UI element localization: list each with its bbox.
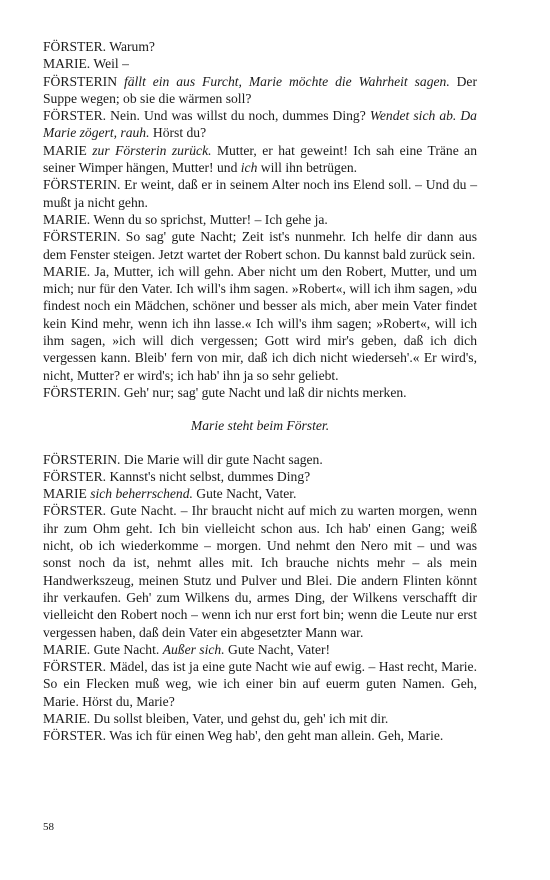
speech-text: Gute Nacht, Vater. xyxy=(192,486,297,502)
dialogue-line xyxy=(43,73,477,108)
dialogue-line xyxy=(43,211,477,228)
speech-text: FÖRSTERIN xyxy=(43,73,124,89)
dialogue-line xyxy=(43,468,477,485)
speech-text: FÖRSTER. Kannst's nicht selbst, dummes Ding? xyxy=(43,468,311,484)
dialogue-line xyxy=(43,263,477,384)
speech-text: FÖRSTERIN. Die Marie will dir gute Nacht sagen. xyxy=(43,451,323,467)
page-number: 58 xyxy=(43,821,54,833)
speech-text: FÖRSTER. Nein. Und was willst du noch, dummes Ding? xyxy=(43,108,370,124)
speech-text: Gute Nacht, Vater! xyxy=(224,641,331,657)
dialogue-line xyxy=(43,384,477,401)
stage-note-text: ich xyxy=(240,160,258,176)
stage-note-text: Außer sich. xyxy=(162,641,225,657)
speech-text: MARIE. Weil – xyxy=(43,56,129,72)
dialogue-line xyxy=(43,142,477,177)
speech-text: MARIE. Ja, Mutter, ich will gehn. Aber nicht um den Robert, Mutter, und um mich; nur für den Vater. Ich will's ihm sagen. »Robert«, will ich ihm sagen, »du findest noch ein Mädchen, schöner und besser als mich, aber mein Vater findet kein Kind mehr, wenn ich ihn lasse.« Ich will's ihm sagen; »Robert«, will ich ihm sagen, »ich will dich vergessen; Gott wird mir's geben, daß ich dich vergessen kann. Bleib' fern von mir, daß ich dich nicht wiederseh'.« Er wird's, nicht, Mutter? er wird's; ich hab' ihn ja so sehr geliebt. xyxy=(43,263,477,383)
speech-text: MARIE xyxy=(43,486,91,502)
page-body xyxy=(43,38,477,745)
speech-text: FÖRSTERIN. So sag' gute Nacht; Zeit ist's nunmehr. Ich helfe dir dann aus dem Fenster steigen. Jetzt wartet der Robert schon. Du kannst bald zurück sein. xyxy=(43,229,477,262)
dialogue-after-stage-direction xyxy=(43,451,477,745)
dialogue-line xyxy=(43,451,477,468)
speech-text: will ihn betrügen. xyxy=(257,160,358,176)
speech-text: MARIE. Du sollst bleiben, Vater, und gehst du, geh' ich mit dir. xyxy=(43,710,389,726)
dialogue-line xyxy=(43,38,477,55)
speech-text: FÖRSTER. Was ich für einen Weg hab', den geht man allein. Geh, Marie. xyxy=(43,728,444,744)
dialogue-line xyxy=(43,710,477,727)
speech-text: MARIE. Wenn du so sprichst, Mutter! – Ich gehe ja. xyxy=(43,211,328,227)
dialogue-line xyxy=(43,228,477,263)
stage-note-text: Wendet sich ab. Da Marie zögert, rauh. xyxy=(43,108,477,141)
dialogue-line xyxy=(43,485,477,502)
speech-text: FÖRSTERIN. Geh' nur; sag' gute Nacht und laß dir nichts merken. xyxy=(43,384,407,400)
dialogue-line xyxy=(43,502,477,640)
dialogue-line xyxy=(43,55,477,72)
speech-text: Mutter, er hat geweint! Ich sah eine Träne an seiner Wimper hängen, Mutter! und xyxy=(43,142,477,176)
speech-text: FÖRSTER. Mädel, das ist ja eine gute Nacht wie auf ewig. – Hast recht, Marie. So ein Flecken muß weg, wie ich einer bin auf euerm guten Namen. Geh, Marie. Hörst du, Marie? xyxy=(43,659,477,709)
speech-text: Hörst du? xyxy=(149,125,207,141)
speech-text: FÖRSTERIN. Er weint, daß er in seinem Alter noch ins Elend soll. – Und du – mußt ja nicht gehn. xyxy=(43,177,477,210)
speech-text: FÖRSTER. Warum? xyxy=(43,39,155,54)
stage-direction: Marie steht beim Förster. xyxy=(190,418,330,434)
stage-note-text: fällt ein aus Furcht, Marie möchte die Wahrheit sagen. xyxy=(123,73,450,89)
dialogue-line xyxy=(43,727,477,744)
dialogue-line xyxy=(43,641,477,658)
speech-text: Der Suppe wegen; ob sie die wärmen soll? xyxy=(43,73,477,106)
stage-note-text: zur Försterin zurück. xyxy=(92,142,212,158)
dialogue-line xyxy=(43,176,477,211)
dialogue-line xyxy=(43,658,477,710)
dialogue-line xyxy=(43,107,477,142)
speech-text: MARIE. Gute Nacht. xyxy=(43,641,163,657)
dialogue-before-stage-direction xyxy=(43,38,477,401)
stage-note-text: sich beherrschend. xyxy=(90,486,193,502)
speech-text: MARIE xyxy=(43,142,93,158)
speech-text: FÖRSTER. Gute Nacht. – Ihr braucht nicht auf mich zu warten morgen, wenn ihr zum Ohm geht. Ich bin vielleicht schon aus. Ich hab' einen Gang; weiß nicht, ob ich wiederkomme – morgen. Und nehmt den Nero mit – und was sonst noch da ist, nehmt alles mit. Ich brauche nichts mehr – als mein Handwerkszeug, meinen Stutz und Pulver und Blei. Die andern Flinten könnt ihr verkaufen. Geh' zum Wilkens du, armes Ding, der Wilkens verschafft dir vielleicht den Robert noch – wenn ich nur erst fort bin; wenn die Leute nur erst vergessen haben, daß dein Vater ein abgesetzter Mann war. xyxy=(43,503,477,640)
